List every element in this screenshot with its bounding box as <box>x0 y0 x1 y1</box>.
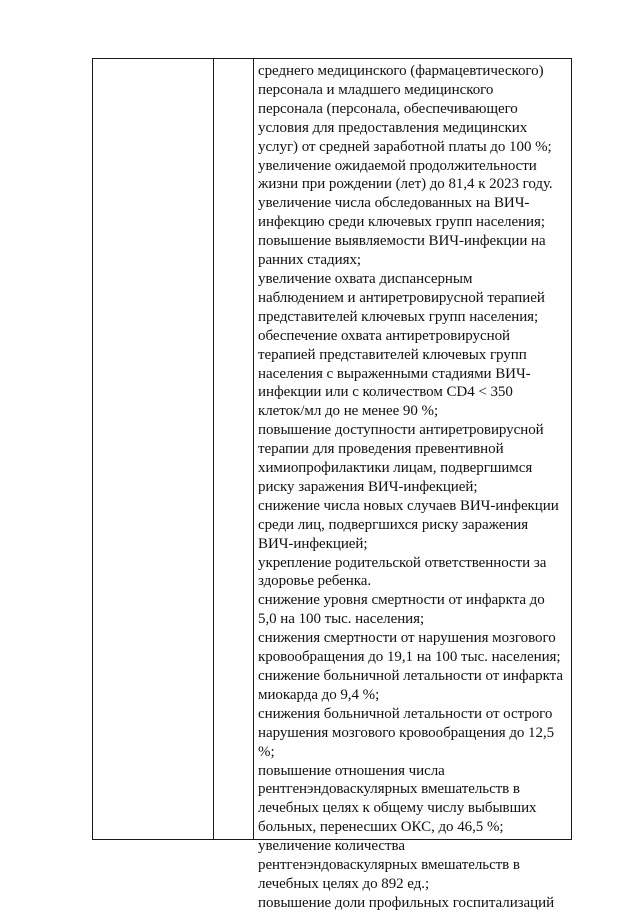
text-line: ранних стадиях; <box>258 252 362 269</box>
text-line: инфекцию среди ключевых групп населения; <box>258 214 545 231</box>
text-line: снижение больничной летальности от инфаркта <box>258 668 563 684</box>
text-line: увеличение количества <box>258 838 405 855</box>
document-table <box>92 58 572 911</box>
text-line: повышение выявляемости ВИЧ-инфекции на <box>258 233 546 250</box>
text-line: рентгенэндоваскулярных вмешательств в <box>258 781 520 798</box>
text-line: представителей ключевых групп населения; <box>258 308 539 325</box>
text-line: увеличение ожидаемой продолжительности <box>258 157 537 174</box>
text-line: услуг) от средней заработной платы до 100 %; <box>258 138 552 155</box>
table-column-1 <box>93 59 213 839</box>
text-line: лечебных целях до 892 ед.; <box>258 875 430 892</box>
text-line: повышение доли профильных госпитализаций <box>258 894 555 911</box>
text-line: жизни при рождении (лет) до 81,4 к 2023 году. <box>258 176 553 193</box>
text-line: терапии для проведения превентивной <box>258 441 504 458</box>
text-line: рентгенэндоваскулярных вмешательств в <box>258 857 520 874</box>
text-line: 5,0 на 100 тыс. населения; <box>258 611 425 628</box>
table-column-3-text <box>254 59 571 911</box>
text-line: наблюдением и антиретровирусной терапией <box>258 289 545 306</box>
text-line: укрепление родительской ответственности за <box>258 554 547 571</box>
text-line: снижение уровня смертности от инфаркта до <box>258 592 545 609</box>
text-line: повышение отношения числа <box>258 762 445 779</box>
table-column-2 <box>214 59 253 839</box>
text-line: миокарда до 9,4 %; <box>258 686 380 703</box>
text-line: клеток/мл до не менее 90 %; <box>258 403 439 420</box>
text-line: %; <box>258 743 275 760</box>
text-line: снижения смертности от нарушения мозгового <box>258 630 556 647</box>
text-line: персонала и младшего медицинского <box>258 81 494 98</box>
text-line: нарушения мозгового кровообращения до 12,5 <box>258 724 555 741</box>
text-line: снижение числа новых случаев ВИЧ-инфекции <box>258 497 559 514</box>
text-line: инфекции или с количеством CD4 < 350 <box>258 384 513 401</box>
text-line: больных, перенесших ОКС, до 46,5 %; <box>258 819 504 836</box>
text-line: терапией представителей ключевых групп <box>258 346 527 363</box>
text-line: обеспечение охвата антиретровирусной <box>258 327 511 344</box>
text-line: среднего медицинского (фармацевтического) <box>258 63 544 79</box>
text-line: среди лиц, подвергшихся риску заражения <box>258 516 529 533</box>
text-line: увеличение числа обследованных на ВИЧ- <box>258 195 530 212</box>
text-line: лечебных целях к общему числу выбывших <box>258 800 537 817</box>
text-line: персонала (персонала, обеспечивающего <box>258 100 518 117</box>
text-line: кровообращения до 19,1 на 100 тыс. населения; <box>258 649 561 666</box>
text-line: ВИЧ-инфекцией; <box>258 535 368 552</box>
text-line: условия для предоставления медицинских <box>258 119 528 136</box>
text-line: снижения больничной летальности от острого <box>258 705 553 722</box>
text-line: риску заражения ВИЧ-инфекцией; <box>258 478 478 495</box>
text-line: химиопрофилактики лицам, подвергшимся <box>258 460 533 477</box>
text-line: повышение доступности антиретровирусной <box>258 422 544 439</box>
text-line: увеличение охвата диспансерным <box>258 270 473 287</box>
text-line: населения с выраженными стадиями ВИЧ- <box>258 365 531 382</box>
text-line: здоровье ребенка. <box>258 573 372 590</box>
